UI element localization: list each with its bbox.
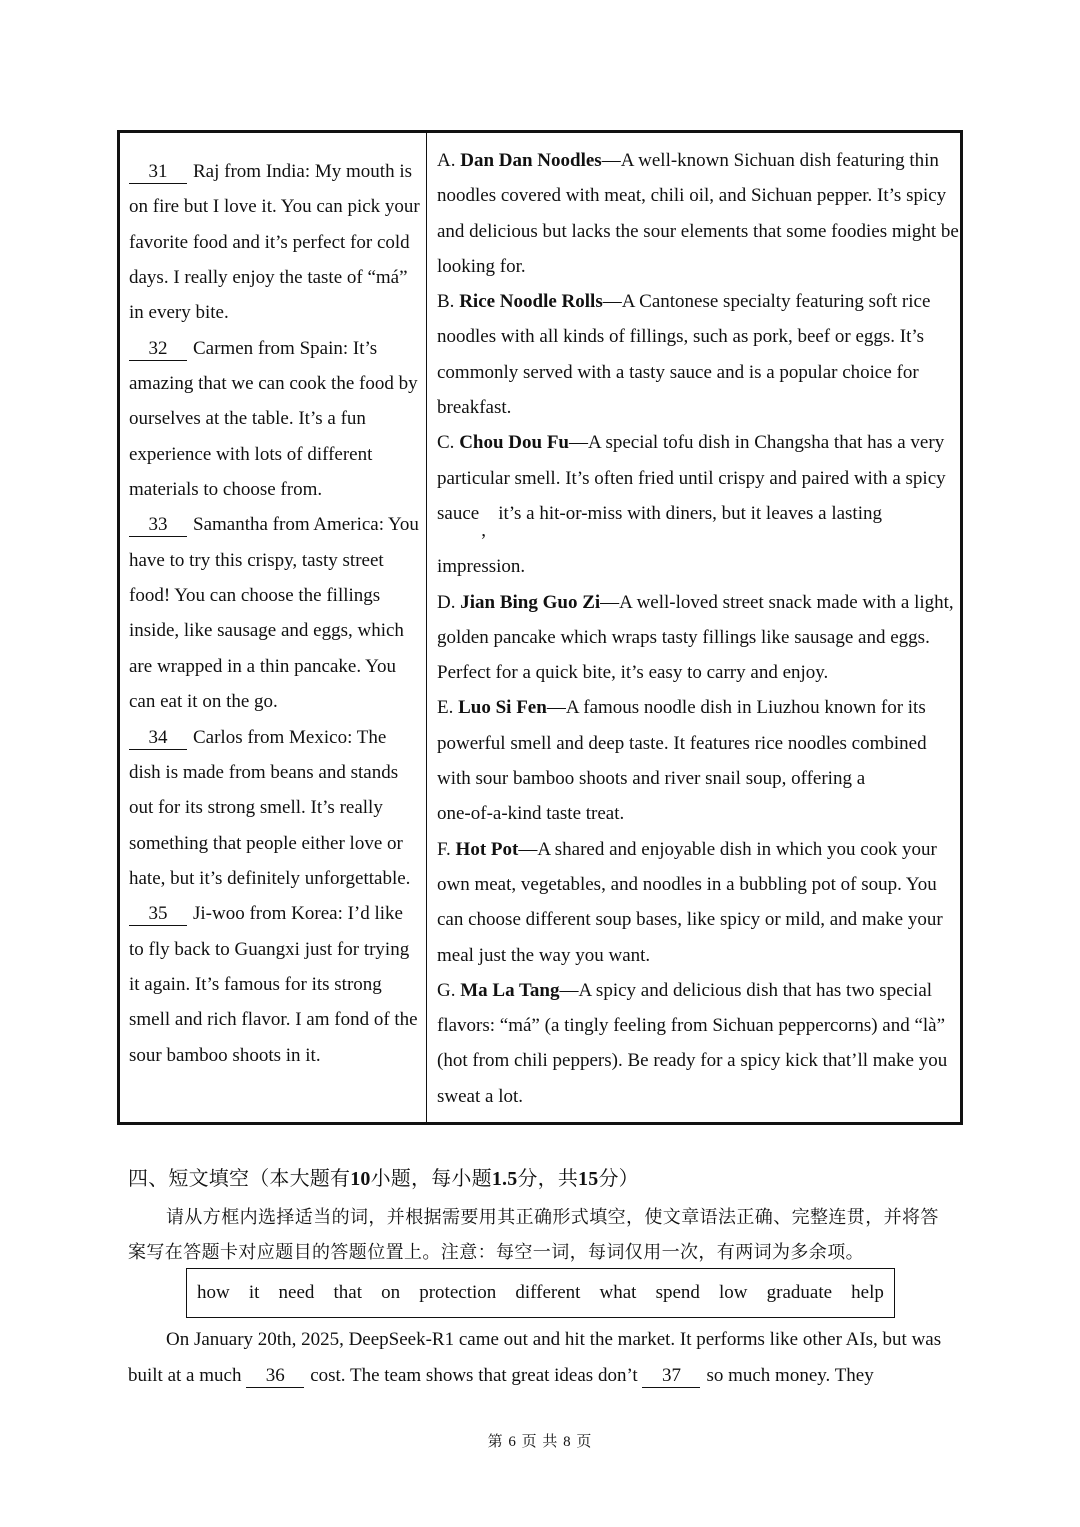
option-letter: A. (437, 150, 456, 171)
dish-name: Chou Dou Fu (459, 432, 570, 454)
option-letter: B. (437, 291, 455, 313)
dish-description: —A Cantonese specialty featuring soft rice noodles with all kinds of fillings, such as pork, beef or eggs. It’s commonly served with a tasty sauce and is a popular choice for breakfast. (437, 291, 931, 419)
dish-option (437, 284, 959, 425)
misplaced-comma: , (481, 519, 486, 541)
page-footer: 第 6 页 共 8 页 (487, 1434, 593, 1450)
section-title: 四、短文填空（本大题有10小题，每小题1.5分，共15分） (128, 1168, 639, 1190)
cloze-passage: On January 20th, 2025, DeepSeek-R1 came out and hit the market. It performs like other AIs, but was built at a much 36 cost. The team shows that great ideas don’t 37 so much money. They (128, 1329, 942, 1386)
column-divider (426, 133, 427, 1122)
word-bank-item: what (599, 1282, 637, 1303)
answer-blank: 34 (129, 727, 187, 750)
speaker-text: Raj from India: My mouth is on fire but I love it. You can pick your favorite food and it’s perfect for cold days. I really enjoy the taste of “má” in every bite. (129, 161, 420, 324)
speaker-text: Ji-woo from Korea: I’d like to fly back to Guangxi just for trying it again. It’s famous for its strong smell and rich flavor. I am fond of the sour bamboo shoots in it. (129, 903, 418, 1066)
dish-name: Hot Pot (455, 838, 519, 860)
dish-option-cont: one-of-a-kind taste treat. (437, 803, 625, 825)
speaker-item (129, 720, 421, 897)
answer-blank: 31 (129, 161, 187, 184)
dish-option (437, 143, 959, 284)
dish-option-cont: impression. (437, 556, 526, 578)
matching-table (117, 130, 963, 1125)
option-letter: D. (437, 591, 456, 613)
dish-option (437, 585, 959, 691)
dish-description: —A spicy and delicious dish that has two special flavors: “má” (a tingly feeling from Sichuan peppercorns) and “là” (hot from chili peppers). Be ready for a spicy kick that’ll make you sweat a lot. (437, 979, 948, 1107)
word-bank-item: how (197, 1282, 230, 1303)
word-bank-item: graduate (766, 1282, 833, 1303)
speaker-text: Carmen from Spain: It’s amazing that we can cook the food by ourselves at the table. It’s a fun experience with lots of different materials to choose from. (129, 337, 418, 501)
dish-description: —A well-known Sichuan dish featuring thin noodles covered with meat, chili oil, and Sichuan pepper. It’s spicy and delicious but lacks the sour elements that some foodies might be looking for. (437, 150, 959, 277)
dish-description: —A famous noodle dish in Liuzhou known for its powerful smell and deep taste. It features rice noodles combined with sour bamboo shoots and river snail soup, offering a (437, 697, 927, 790)
speaker-text: Carlos from Mexico: The dish is made from beans and stands out for its strong smell. It’s really something that people either love or hate, but it’s definitely unforgettable. (129, 726, 411, 889)
dish-description-cont: it’s a hit-or-miss with diners, but it leaves a lasting (498, 502, 882, 524)
option-letter: G. (437, 979, 456, 1001)
word-bank-item: on (381, 1282, 401, 1303)
speaker-item (129, 507, 421, 719)
dish-name: Ma La Tang (460, 979, 560, 1001)
dish-description: —A well-loved street snack made with a light, golden pancake which wraps tasty fillings like sausage and eggs. Perfect for a quick bite, it’s easy to carry and enjoy. (437, 591, 954, 684)
dish-description: —A shared and enjoyable dish in which you cook your own meat, vegetables, and noodles in a bubbling pot of soup. You can choose different soup bases, like spicy or mild, and make your meal just the way you want. (437, 838, 943, 966)
word-bank-item: it (248, 1282, 260, 1303)
word-bank-item: help (851, 1282, 884, 1303)
word-bank-item: need (278, 1282, 315, 1303)
word-bank (186, 1268, 895, 1318)
word-bank-item: different (515, 1282, 581, 1303)
speaker-column (129, 154, 421, 1073)
speaker-item (129, 896, 421, 1073)
dish-name: Rice Noodle Rolls (459, 291, 603, 313)
speaker-item (129, 331, 421, 508)
option-letter: E. (437, 697, 454, 719)
dish-name: Jian Bing Guo Zi (460, 591, 601, 613)
answer-blank: 36 (246, 1365, 304, 1388)
speaker-item (129, 154, 421, 331)
answer-blank: 37 (642, 1365, 700, 1388)
answer-blank: 33 (129, 514, 187, 537)
speaker-text: Samantha from America: You have to try this crispy, tasty street food! You can choose the fillings inside, like sausage and eggs, which are wrapped in a thin pancake. You can eat it on the go. (129, 514, 419, 713)
dish-name: Dan Dan Noodles (460, 150, 602, 171)
dish-option (437, 973, 959, 1114)
answer-blank: 35 (129, 903, 187, 926)
dish-name: Luo Si Fen (458, 697, 547, 719)
dish-option (437, 832, 959, 973)
word-bank-item: low (719, 1282, 748, 1303)
word-bank-item: spend (655, 1282, 700, 1303)
option-letter: F. (437, 838, 451, 860)
section-instructions: 请从方框内选择适当的词，并根据需要用其正确形式填空，使文章语法正确、完整连贯，并将答案写在答题卡对应题目的答题位置上。注意：每空一词，每词仅用一次，有两词为多余项。 (128, 1207, 939, 1262)
word-bank-item: protection (419, 1282, 497, 1303)
dish-description: —A special tofu dish in Changsha that has a very particular smell. It’s often fried until crispy and paired with a spicy sauce (437, 432, 946, 524)
spacing (437, 531, 959, 549)
option-letter: C. (437, 432, 455, 454)
word-bank-item: that (333, 1282, 362, 1303)
dish-options-column (437, 143, 959, 1114)
dish-option (437, 690, 959, 796)
answer-blank: 32 (129, 338, 187, 361)
dish-option (437, 425, 959, 541)
